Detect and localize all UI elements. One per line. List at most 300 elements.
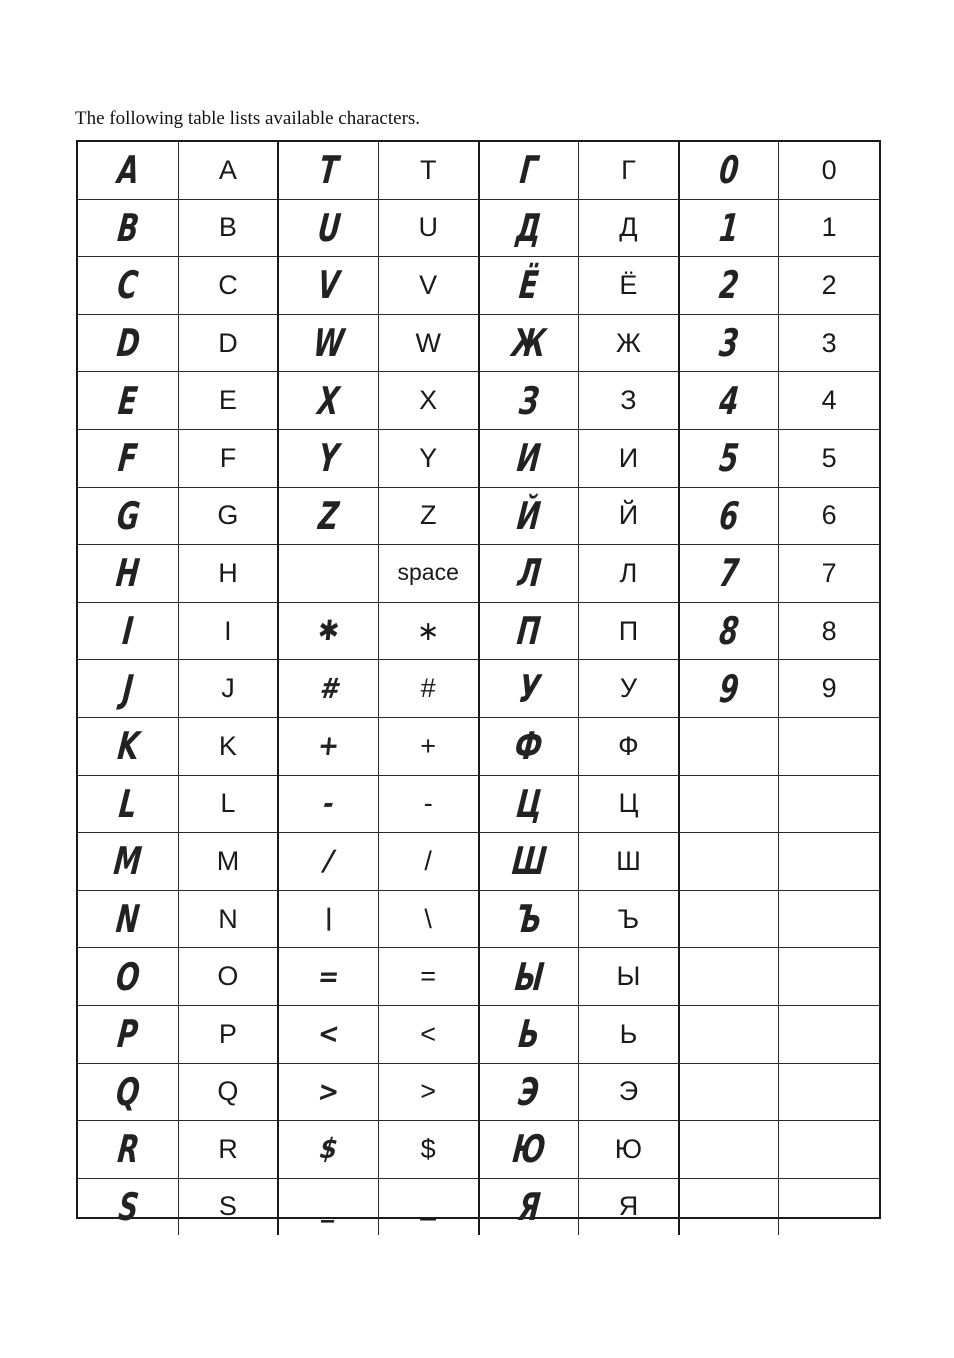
segment-glyph-cell xyxy=(679,775,779,833)
character-label: Ь xyxy=(619,1018,638,1049)
segment-glyph-cell xyxy=(278,717,378,775)
character-label: - xyxy=(423,788,433,819)
character-label-cell xyxy=(779,429,879,487)
table-row xyxy=(78,833,879,891)
character-label-cell xyxy=(579,775,679,833)
table-row xyxy=(78,1178,879,1235)
segment-glyph-cell xyxy=(679,1063,779,1121)
segment-glyph-cell xyxy=(278,948,378,1006)
character-label: Ш xyxy=(616,845,641,876)
segment-glyph-cell xyxy=(479,602,579,660)
character-label-cell xyxy=(378,545,478,603)
character-label: R xyxy=(218,1133,238,1164)
segment-glyph: Ю xyxy=(510,1127,547,1172)
segment-glyph: / xyxy=(322,844,335,878)
character-label: З xyxy=(620,385,637,416)
character-label-cell xyxy=(579,1178,679,1235)
segment-glyph-cell xyxy=(78,142,178,199)
segment-glyph: E xyxy=(116,378,140,423)
segment-glyph-cell xyxy=(78,257,178,315)
character-label-cell xyxy=(779,487,879,545)
segment-glyph: - xyxy=(322,786,336,820)
segment-glyph-cell xyxy=(479,660,579,718)
character-label-cell xyxy=(779,602,879,660)
character-label: # xyxy=(420,673,436,704)
segment-glyph: Г xyxy=(518,148,540,193)
character-label-cell xyxy=(579,314,679,372)
segment-glyph-cell xyxy=(679,199,779,257)
segment-glyph-cell xyxy=(679,314,779,372)
character-label: G xyxy=(217,500,239,531)
character-label-cell xyxy=(579,1121,679,1179)
character-label-cell xyxy=(378,199,478,257)
character-label: M xyxy=(216,845,240,876)
character-label-cell xyxy=(779,142,879,199)
segment-glyph: W xyxy=(311,321,346,366)
character-label-cell xyxy=(579,1063,679,1121)
segment-glyph-cell xyxy=(479,833,579,891)
segment-glyph: 6 xyxy=(717,493,741,538)
segment-glyph: 2 xyxy=(717,263,741,308)
segment-glyph: I xyxy=(120,609,135,654)
character-label-cell xyxy=(378,1178,478,1235)
segment-glyph-cell xyxy=(479,1121,579,1179)
segment-glyph-cell xyxy=(479,1178,579,1235)
segment-glyph-cell xyxy=(679,948,779,1006)
table-row xyxy=(78,199,879,257)
character-label: I xyxy=(224,615,232,646)
segment-glyph: O xyxy=(114,954,142,999)
segment-glyph-cell xyxy=(479,775,579,833)
character-label-cell xyxy=(779,545,879,603)
segment-glyph: 0 xyxy=(717,148,741,193)
character-label-cell xyxy=(178,833,278,891)
character-label-cell xyxy=(779,1063,879,1121)
character-label: Л xyxy=(619,557,638,588)
segment-glyph-cell xyxy=(78,372,178,430)
segment-glyph: N xyxy=(114,897,142,942)
segment-glyph: < xyxy=(316,1017,341,1051)
character-label: B xyxy=(218,212,237,243)
character-label-cell xyxy=(779,660,879,718)
table-row xyxy=(78,487,879,545)
table-row xyxy=(78,948,879,1006)
segment-glyph-cell xyxy=(479,257,579,315)
character-label: Ё xyxy=(619,269,638,300)
segment-glyph: 7 xyxy=(717,551,741,596)
segment-glyph-cell xyxy=(679,833,779,891)
table-row xyxy=(78,717,879,775)
segment-glyph-cell xyxy=(278,775,378,833)
character-label: = xyxy=(420,961,437,992)
character-label-cell xyxy=(579,429,679,487)
character-label-cell xyxy=(579,487,679,545)
character-label-cell xyxy=(378,142,478,199)
character-label-cell xyxy=(378,660,478,718)
character-label-cell xyxy=(378,314,478,372)
segment-glyph-cell xyxy=(278,199,378,257)
segment-glyph-cell xyxy=(679,1005,779,1063)
segment-glyph-cell xyxy=(479,372,579,430)
segment-glyph: З xyxy=(517,378,541,423)
segment-glyph: L xyxy=(117,781,139,826)
character-label-cell xyxy=(579,545,679,603)
character-label: T xyxy=(419,154,437,185)
segment-glyph: U xyxy=(315,205,342,250)
character-label: ∗ xyxy=(416,615,440,646)
character-label: space xyxy=(397,559,459,586)
segment-glyph: Q xyxy=(114,1069,142,1114)
character-label: F xyxy=(219,442,237,473)
character-label-cell xyxy=(178,890,278,948)
character-label-cell xyxy=(579,833,679,891)
segment-glyph-cell xyxy=(679,717,779,775)
character-label: 7 xyxy=(821,557,837,588)
character-label-cell xyxy=(579,948,679,1006)
table-row xyxy=(78,545,879,603)
character-label: > xyxy=(420,1076,437,1107)
segment-glyph-cell xyxy=(679,429,779,487)
segment-glyph-cell xyxy=(78,1063,178,1121)
character-label-cell xyxy=(779,890,879,948)
table-row xyxy=(78,314,879,372)
segment-glyph: Z xyxy=(316,493,341,538)
character-label-cell xyxy=(178,487,278,545)
character-label-cell xyxy=(178,602,278,660)
segment-glyph-cell xyxy=(278,1178,378,1235)
character-label: \ xyxy=(424,903,432,934)
segment-glyph: G xyxy=(114,493,141,538)
segment-glyph: X xyxy=(316,378,342,423)
character-label: E xyxy=(218,385,237,416)
character-label-cell xyxy=(178,1005,278,1063)
character-label: P xyxy=(218,1018,237,1049)
character-label: 4 xyxy=(821,385,837,416)
segment-glyph: B xyxy=(115,205,141,250)
character-label: _ xyxy=(420,1191,436,1222)
segment-glyph-cell xyxy=(679,257,779,315)
character-label: V xyxy=(419,269,438,300)
segment-glyph: Л xyxy=(515,551,543,596)
segment-glyph-cell xyxy=(78,833,178,891)
table-row xyxy=(78,1005,879,1063)
segment-glyph: Д xyxy=(514,205,543,250)
table-row xyxy=(78,429,879,487)
character-label-cell xyxy=(178,372,278,430)
character-label: Д xyxy=(619,212,638,243)
character-label-cell xyxy=(178,660,278,718)
character-label: Ф xyxy=(618,730,639,761)
character-label: Z xyxy=(419,500,437,531)
character-label: X xyxy=(419,385,438,416)
segment-glyph-cell xyxy=(278,142,378,199)
segment-glyph: F xyxy=(116,436,140,481)
character-label: L xyxy=(220,788,236,819)
segment-glyph: Ь xyxy=(516,1012,542,1057)
character-label: Э xyxy=(618,1076,639,1107)
table-row xyxy=(78,1063,879,1121)
segment-glyph-cell xyxy=(278,1121,378,1179)
character-label: Ы xyxy=(616,961,641,992)
segment-glyph: C xyxy=(115,263,140,308)
segment-glyph: Ц xyxy=(514,781,544,826)
character-label-cell xyxy=(178,1121,278,1179)
character-label-cell xyxy=(579,142,679,199)
character-label: S xyxy=(218,1191,237,1222)
character-label-cell xyxy=(178,1063,278,1121)
table-row xyxy=(78,1121,879,1179)
character-table xyxy=(76,140,881,1229)
segment-glyph-cell xyxy=(78,1178,178,1235)
segment-glyph: D xyxy=(114,321,142,366)
character-label: C xyxy=(218,269,238,300)
character-label-cell xyxy=(579,890,679,948)
segment-glyph: S xyxy=(116,1184,140,1229)
segment-glyph: H xyxy=(114,551,142,596)
segment-glyph: 5 xyxy=(717,436,741,481)
segment-glyph: > xyxy=(316,1074,341,1108)
segment-glyph-cell xyxy=(479,1063,579,1121)
segment-glyph-cell xyxy=(78,487,178,545)
segment-glyph: $ xyxy=(318,1132,339,1166)
character-label-cell xyxy=(178,948,278,1006)
segment-glyph-cell xyxy=(278,429,378,487)
table-row xyxy=(78,372,879,430)
character-label-cell xyxy=(178,775,278,833)
character-label: Г xyxy=(621,154,636,185)
character-label-cell xyxy=(779,1178,879,1235)
segment-glyph: = xyxy=(316,959,341,993)
character-label-cell xyxy=(579,199,679,257)
character-label: + xyxy=(420,730,437,761)
segment-glyph: P xyxy=(115,1012,140,1057)
character-label-cell xyxy=(779,257,879,315)
segment-glyph-cell xyxy=(78,199,178,257)
character-label-cell xyxy=(378,429,478,487)
segment-glyph-cell xyxy=(78,1005,178,1063)
segment-glyph: Ш xyxy=(509,839,548,884)
character-label: И xyxy=(618,442,639,473)
character-label: Y xyxy=(419,442,438,473)
character-label-cell xyxy=(178,1178,278,1235)
character-label: Ъ xyxy=(617,903,640,934)
segment-glyph-cell xyxy=(479,199,579,257)
segment-glyph-cell xyxy=(679,1178,779,1235)
segment-glyph-cell xyxy=(679,660,779,718)
segment-glyph-cell xyxy=(278,487,378,545)
table-row xyxy=(78,142,879,199)
segment-glyph-cell xyxy=(278,602,378,660)
segment-glyph-cell xyxy=(479,948,579,1006)
character-label-cell xyxy=(178,545,278,603)
segment-glyph-cell xyxy=(479,314,579,372)
segment-glyph-cell xyxy=(479,890,579,948)
character-label: U xyxy=(418,212,438,243)
character-label: Q xyxy=(217,1076,239,1107)
character-label-cell xyxy=(779,717,879,775)
character-label-cell xyxy=(779,948,879,1006)
segment-glyph-cell xyxy=(479,717,579,775)
segment-glyph-cell xyxy=(479,487,579,545)
table-row xyxy=(78,660,879,718)
segment-glyph: + xyxy=(316,729,341,763)
segment-glyph: Й xyxy=(515,493,543,538)
segment-glyph-cell xyxy=(278,1005,378,1063)
character-label: H xyxy=(218,557,238,588)
segment-glyph-cell xyxy=(78,775,178,833)
character-label: Ц xyxy=(618,788,639,819)
character-label-cell xyxy=(779,775,879,833)
segment-glyph-cell xyxy=(78,948,178,1006)
character-label: П xyxy=(618,615,639,646)
character-label: 8 xyxy=(821,615,837,646)
segment-glyph: И xyxy=(515,436,543,481)
segment-glyph: Y xyxy=(316,436,341,481)
character-label: 9 xyxy=(821,673,837,704)
segment-glyph: R xyxy=(115,1127,141,1172)
segment-glyph-cell xyxy=(78,314,178,372)
segment-glyph-cell xyxy=(479,1005,579,1063)
character-label: Ж xyxy=(615,327,641,358)
character-label-cell xyxy=(378,717,478,775)
segment-glyph-cell xyxy=(278,660,378,718)
character-label: N xyxy=(218,903,238,934)
segment-glyph: 3 xyxy=(717,321,741,366)
segment-glyph-cell xyxy=(679,1121,779,1179)
character-label: K xyxy=(218,730,237,761)
character-label-cell xyxy=(779,833,879,891)
character-label-cell xyxy=(378,775,478,833)
segment-glyph-cell xyxy=(479,545,579,603)
character-label-cell xyxy=(579,717,679,775)
character-label-cell xyxy=(378,1005,478,1063)
segment-glyph: _ xyxy=(321,1189,337,1223)
character-label: У xyxy=(619,673,638,704)
segment-glyph: K xyxy=(115,724,141,769)
character-label-cell xyxy=(378,372,478,430)
segment-glyph: Я xyxy=(516,1184,542,1229)
segment-glyph: # xyxy=(318,671,339,705)
character-label: W xyxy=(415,327,441,358)
segment-glyph-cell xyxy=(78,890,178,948)
character-label-cell xyxy=(579,660,679,718)
segment-glyph: Ъ xyxy=(513,897,544,942)
character-label: 1 xyxy=(821,212,837,243)
character-label: 0 xyxy=(821,154,837,185)
segment-glyph-cell xyxy=(278,257,378,315)
segment-glyph-cell xyxy=(278,372,378,430)
character-label-cell xyxy=(378,890,478,948)
segment-glyph-cell xyxy=(78,660,178,718)
intro-text: The following table lists available characters. xyxy=(75,108,421,129)
character-label: $ xyxy=(420,1133,436,1164)
character-label: 5 xyxy=(821,442,837,473)
character-label-cell xyxy=(378,602,478,660)
character-label-cell xyxy=(779,1005,879,1063)
segment-glyph-cell xyxy=(679,487,779,545)
character-label-cell xyxy=(579,1005,679,1063)
segment-glyph-cell xyxy=(278,1063,378,1121)
character-label-cell xyxy=(178,142,278,199)
segment-glyph: M xyxy=(112,839,144,884)
character-label: / xyxy=(424,845,432,876)
character-label: A xyxy=(218,154,237,185)
character-label-cell xyxy=(378,833,478,891)
character-label-cell xyxy=(779,199,879,257)
character-label-cell xyxy=(579,372,679,430)
segment-glyph-cell xyxy=(679,890,779,948)
segment-glyph-cell xyxy=(78,1121,178,1179)
character-label: D xyxy=(218,327,238,358)
segment-glyph-cell xyxy=(78,717,178,775)
table-row xyxy=(78,775,879,833)
segment-glyph: A xyxy=(115,148,141,193)
character-label-cell xyxy=(378,1121,478,1179)
segment-glyph: 1 xyxy=(717,205,741,250)
segment-glyph-cell xyxy=(479,142,579,199)
character-label-cell xyxy=(579,257,679,315)
character-label: 2 xyxy=(821,269,837,300)
segment-glyph: Ж xyxy=(510,321,548,366)
character-label-cell xyxy=(178,314,278,372)
segment-glyph-cell xyxy=(78,429,178,487)
segment-glyph: 9 xyxy=(717,666,741,711)
character-label-cell xyxy=(779,372,879,430)
table-row xyxy=(78,257,879,315)
character-label-cell xyxy=(378,1063,478,1121)
table-row xyxy=(78,890,879,948)
table-row xyxy=(78,602,879,660)
character-label-cell xyxy=(579,602,679,660)
character-label: Й xyxy=(618,500,639,531)
character-label: 3 xyxy=(821,327,837,358)
segment-glyph-cell xyxy=(278,890,378,948)
segment-glyph: V xyxy=(316,263,342,308)
segment-glyph: \ xyxy=(322,902,335,936)
segment-glyph-cell xyxy=(278,545,378,603)
character-label-cell xyxy=(378,487,478,545)
character-label: J xyxy=(221,673,235,704)
segment-glyph: Ф xyxy=(513,724,545,769)
segment-glyph-cell xyxy=(679,602,779,660)
segment-glyph: T xyxy=(317,148,340,193)
segment-glyph-cell xyxy=(679,142,779,199)
segment-glyph-cell xyxy=(479,429,579,487)
segment-glyph: П xyxy=(515,609,543,654)
character-label: Ю xyxy=(614,1133,643,1164)
segment-glyph-cell xyxy=(278,833,378,891)
segment-glyph: Ë xyxy=(517,263,541,308)
character-label-cell xyxy=(779,314,879,372)
segment-glyph-cell xyxy=(278,314,378,372)
character-label: < xyxy=(420,1018,437,1049)
segment-glyph-cell xyxy=(679,372,779,430)
character-label-cell xyxy=(779,1121,879,1179)
segment-glyph: Ы xyxy=(512,954,545,999)
character-label-cell xyxy=(178,717,278,775)
segment-glyph: 8 xyxy=(717,609,741,654)
segment-glyph-cell xyxy=(78,545,178,603)
character-label: O xyxy=(217,961,239,992)
segment-glyph: 4 xyxy=(717,378,741,423)
segment-glyph: ✱ xyxy=(316,614,341,648)
character-label: 6 xyxy=(821,500,837,531)
segment-glyph: Э xyxy=(516,1069,541,1114)
character-label-cell xyxy=(378,948,478,1006)
segment-glyph-cell xyxy=(679,545,779,603)
character-label-cell xyxy=(178,429,278,487)
character-label: Я xyxy=(618,1191,639,1222)
